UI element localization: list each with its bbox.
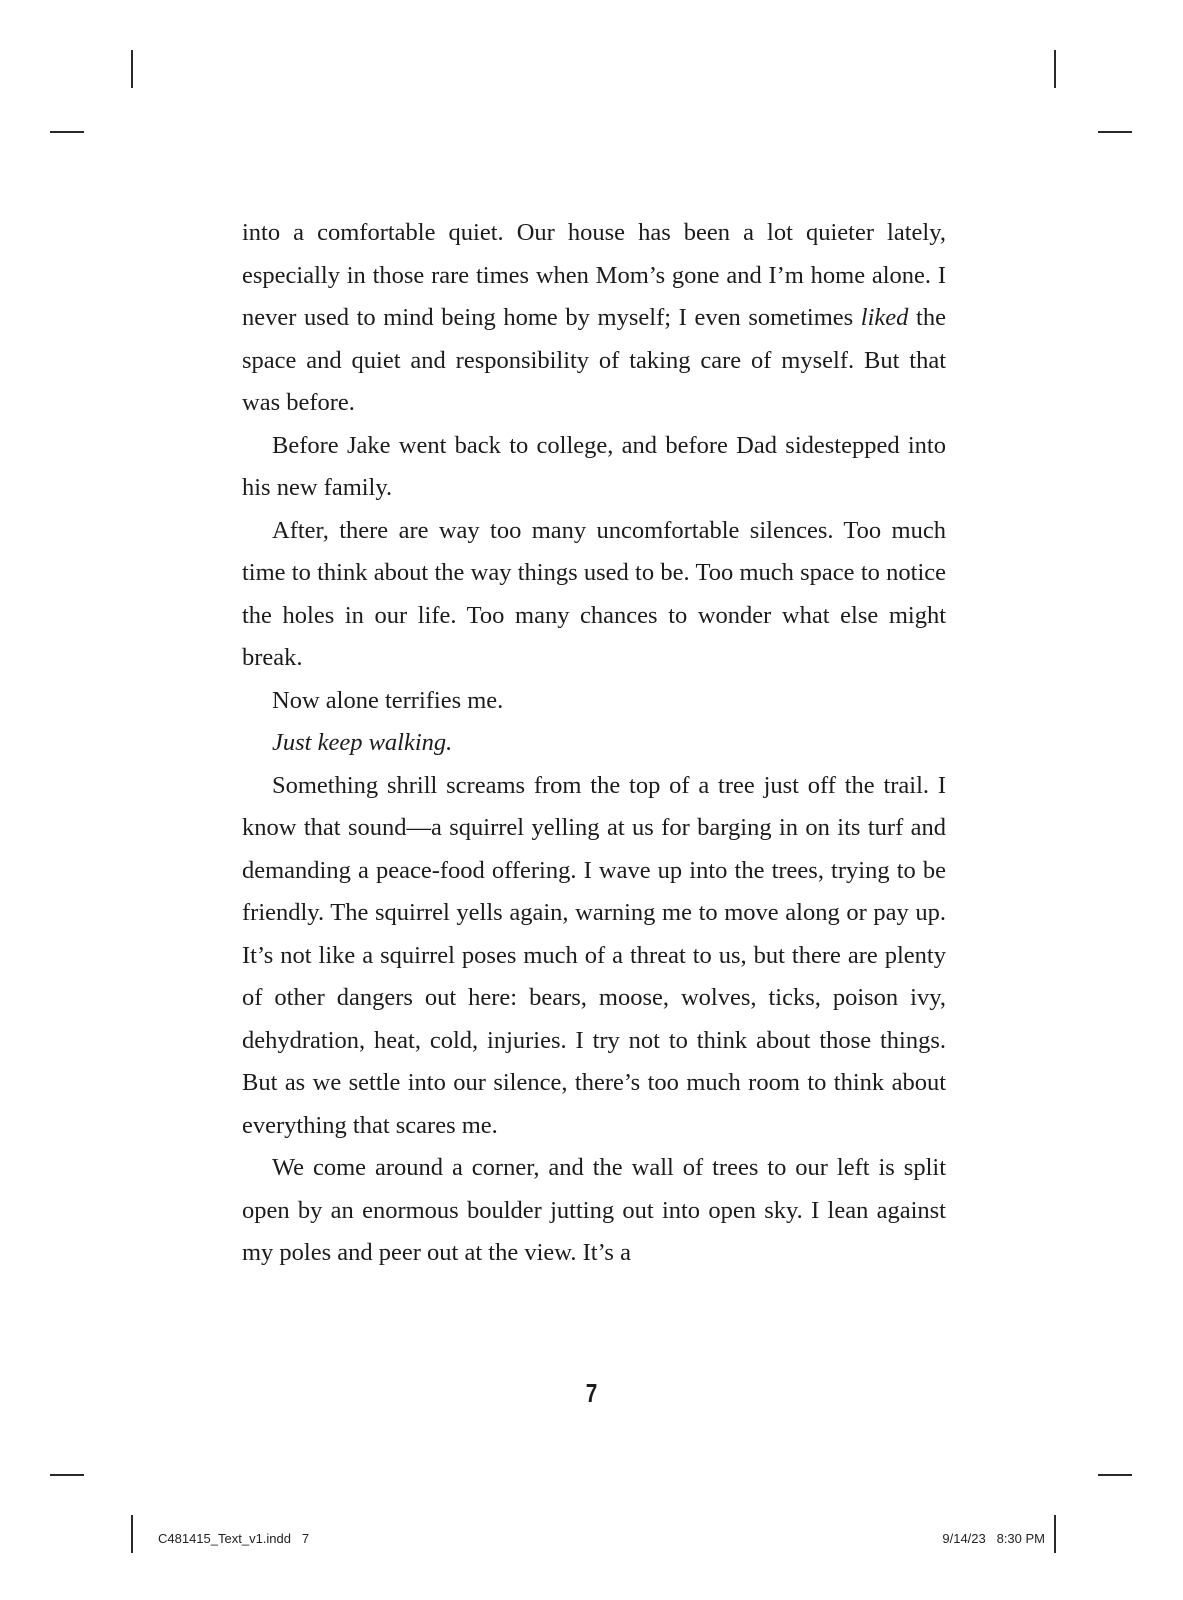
paragraph-text: into a comfortable quiet. Our house has been a lot quieter lately, especially in those rare times when Mom’s gone and I’m home alone. I never used to mind being home by myself; I even sometimes [242,219,946,331]
crop-mark [131,1515,133,1553]
slug-timestamp: 9/14/23 8:30 PM [942,1531,1045,1546]
body-text [242,212,946,1275]
paragraph [242,722,946,765]
paragraph-text: the space and quiet and responsibility of taking care of myself. But that was before. [242,304,946,416]
crop-mark [1054,50,1056,88]
paragraph: Something shrill screams from the top of a tree just off the trail. I know that sound—a squirrel yelling at us for barging in on its turf and demanding a peace-food offering. I wave up into the trees, trying to be friendly. The squirrel yells again, warning me to move along or pay up. It’s not like a squirrel poses much of a threat to us, but there are plenty of other dangers out here: bears, moose, wolves, ticks, poison ivy, dehydration, heat, cold, injuries. I try not to think about those things. But as we settle into our silence, there’s too much room to think about everything that scares me. [242,771,946,1139]
paragraph: We come around a corner, and the wall of trees to our left is split open by an enormous boulder jutting out into open sky. I lean against my poles and peer out at the view. It’s a [242,1154,946,1266]
crop-mark [50,131,84,133]
emphasis: Just keep walking. [272,729,453,756]
crop-mark [131,50,133,88]
emphasis: liked [860,304,909,331]
crop-mark [50,1474,84,1476]
page-number: 7 [585,1378,598,1408]
slug-filename: C481415_Text_v1.indd 7 [158,1531,310,1546]
crop-mark [1098,131,1132,133]
paragraph: After, there are way too many uncomfortable silences. Too much time to think about the way things used to be. Too much space to notice the holes in our life. Too many chances to wonder what else might break. [242,516,946,671]
crop-mark [1098,1474,1132,1476]
paragraph [242,212,946,425]
crop-mark [1054,1515,1056,1553]
paragraph: Before Jake went back to college, and before Dad sidestepped into his new family. [242,431,946,501]
paragraph: Now alone terrifies me. [272,686,504,714]
